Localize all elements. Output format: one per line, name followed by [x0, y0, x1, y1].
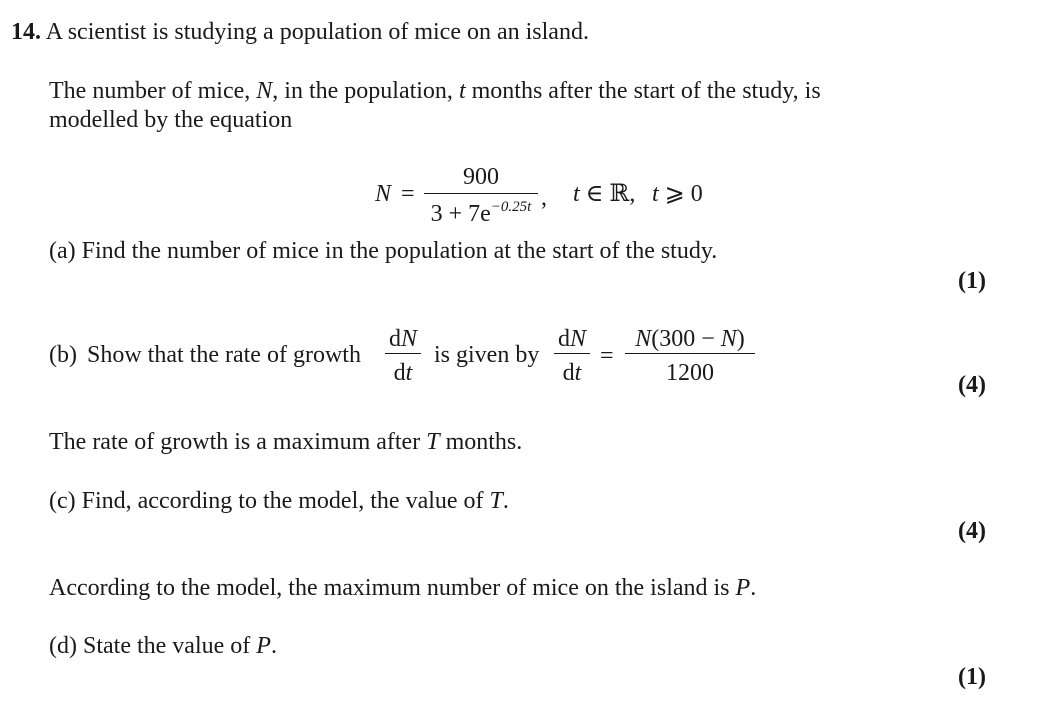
part-b-label: (b) [49, 342, 77, 368]
part-c-var-T: T [489, 488, 503, 514]
part-c-text-b: . [502, 488, 509, 514]
part-d-marks: (1) [958, 664, 986, 690]
part-c [49, 489, 509, 513]
domain1-rest: ∈ ℝ, [585, 181, 636, 207]
part-c-text [82, 488, 509, 514]
part-c-marks: (4) [958, 518, 986, 544]
equation-denominator-base: 3 + 7e [430, 201, 491, 227]
question-intro: A scientist is studying a population of mice on an island. [45, 19, 589, 45]
part-c-text-a: Find, according to the model, the value of [81, 488, 490, 514]
equation-equals: = [401, 181, 415, 207]
equation-numerator: 900 [463, 164, 499, 190]
equation-denominator [424, 194, 538, 226]
part-a [49, 239, 717, 263]
max-text-a: According to the model, the maximum number of mice on the island is [49, 575, 736, 601]
domain2-rest: ⩾ 0 [664, 181, 703, 207]
part-b-marks: (4) [958, 372, 986, 398]
part-b-text-before: Show that the rate of growth [87, 342, 361, 368]
domain2-var: t [652, 181, 659, 207]
part-d-label: (d) [49, 633, 77, 659]
part-d [49, 634, 277, 658]
part-a-marks: (1) [958, 268, 986, 294]
part-a-label: (a) [49, 238, 76, 264]
model-var-t: t [458, 78, 466, 104]
rate-text-a: The rate of growth is a maximum after [49, 429, 427, 455]
frac1-num [385, 327, 421, 353]
frac2-num: dN [557, 326, 586, 352]
part-d-text-b: . [270, 633, 277, 659]
equation-fraction [424, 165, 538, 226]
frac2-den: dt [562, 360, 582, 386]
model-var-N: N [256, 78, 273, 104]
part-a-text: Find the number of mice in the population at the start of the study. [81, 238, 718, 264]
model-text-b: , in the population, [272, 78, 459, 104]
part-c-label: (c) [49, 488, 76, 514]
frac3-den: 1200 [666, 360, 714, 386]
question-header [11, 20, 589, 44]
frac1-num-text: dN [388, 326, 417, 352]
frac1-den: dt [393, 360, 413, 386]
part-d-text-a: State the value of [82, 633, 257, 659]
part-b-text-mid: is given by [434, 342, 540, 368]
max-text-b: . [750, 575, 757, 601]
rate-statement [49, 430, 522, 454]
rate-text-b: months. [439, 429, 523, 455]
frac3-num: N(300 − N) [635, 326, 745, 352]
model-description-line2: modelled by the equation [49, 107, 293, 133]
part-b-frac3 [625, 327, 755, 385]
question-number: 14. [11, 19, 41, 45]
model-text-c: months after the start of the study, is [465, 78, 821, 104]
equation-lhs: N [375, 181, 392, 207]
equation-comma: , [541, 185, 547, 211]
max-var-P: P [735, 575, 751, 601]
part-d-text [83, 633, 277, 659]
domain1-var: t [573, 181, 580, 207]
max-statement [49, 576, 756, 600]
equation-domain2 [652, 182, 703, 206]
equation-domain1 [573, 182, 635, 206]
model-description-line1 [49, 79, 821, 103]
part-b-frac1 [385, 327, 421, 385]
part-b-equals: = [600, 343, 614, 369]
equation-denominator-exponent: −0.25t [490, 199, 532, 215]
part-b-frac2 [554, 327, 590, 385]
part-d-var-P: P [256, 633, 271, 659]
rate-var-T: T [426, 429, 440, 455]
model-text-a: The number of mice, [49, 78, 257, 104]
